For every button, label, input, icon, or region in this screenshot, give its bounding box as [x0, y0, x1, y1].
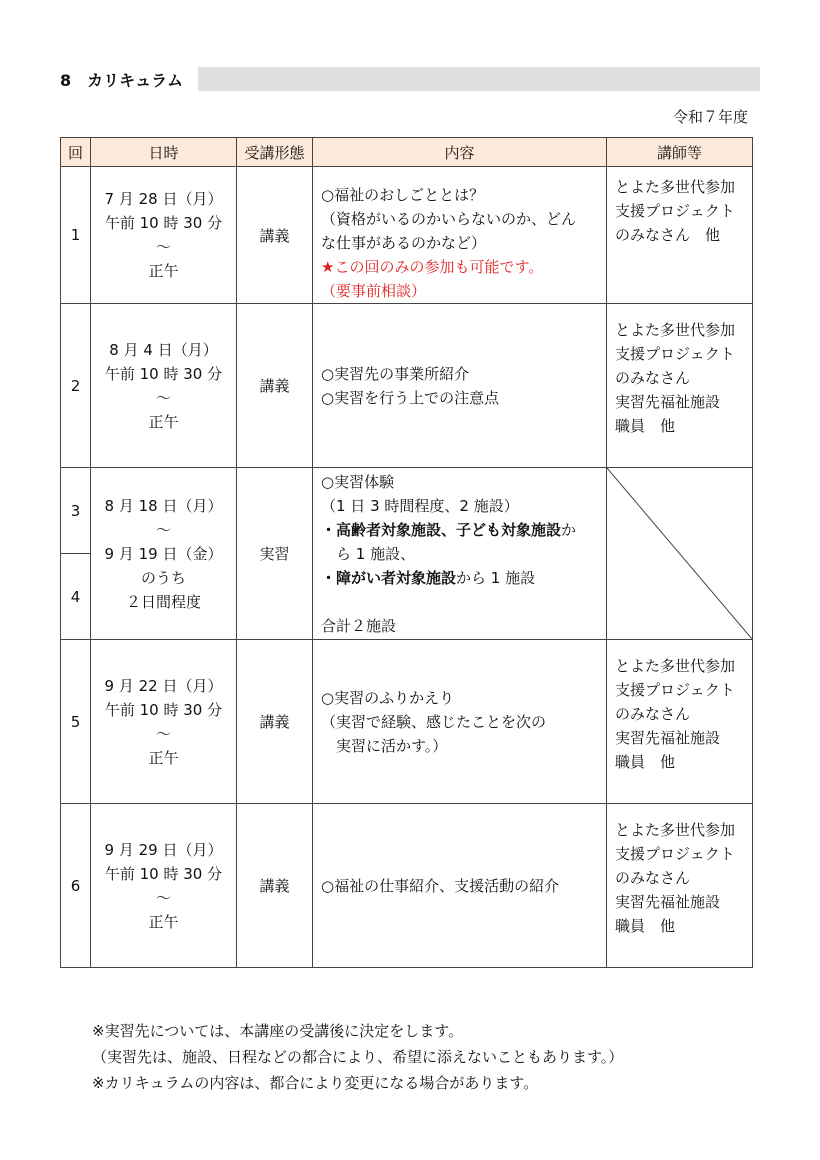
row-num: 6 — [61, 804, 91, 968]
row-date: 7 月 28 日（月） 午前 10 時 30 分 ～ 正午 — [91, 167, 237, 304]
row-date: 9 月 29 日（月） 午前 10 時 30 分 ～ 正午 — [91, 804, 237, 968]
row-content: ○福祉のおしごととは？ （資格がいるのかいらないのか、どん な仕事があるのかなど） ★この回のみの参加も可能です。 （要事前相談） — [313, 167, 607, 304]
table-row — [61, 468, 753, 554]
row-type: 実習 — [237, 468, 313, 640]
table-row — [61, 304, 753, 468]
row-lecturer: とよた多世代参加 支援プロジェクト のみなさん 実習先福祉施設 職員 他 — [607, 640, 753, 804]
notice-text: ★この回のみの参加も可能です。 — [321, 258, 544, 276]
row-type: 講義 — [237, 304, 313, 468]
row-num: 2 — [61, 304, 91, 468]
row-date: 8 月 4 日（月） 午前 10 時 30 分 ～ 正午 — [91, 304, 237, 468]
row-lecturer: とよた多世代参加 支援プロジェクト のみなさん 実習先福祉施設 職員 他 — [607, 804, 753, 968]
row-lecturer: とよた多世代参加 支援プロジェクト のみなさん 他 — [607, 167, 753, 304]
header-type: 受講形態 — [237, 138, 313, 167]
row-date: 9 月 22 日（月） 午前 10 時 30 分 ～ 正午 — [91, 640, 237, 804]
table-header-row — [61, 138, 753, 167]
footnote: ※カリキュラムの内容は、都合により変更になる場合があります。 — [92, 1074, 539, 1092]
row-type: 講義 — [237, 804, 313, 968]
table-row — [61, 640, 753, 804]
notice-text: （要事前相談） — [321, 282, 427, 300]
section-title: 8 カリキュラム — [60, 70, 183, 90]
header-lecturer: 講師等 — [607, 138, 753, 167]
row-content: ○実習体験 （1 日 3 時間程度、2 施設） ・高齢者対象施設、子ども対象施設か ら 1 施設、 ・障がい者対象施設から 1 施設 合計２施設 — [313, 468, 607, 640]
row-content: ○実習のふりかえり （実習で経験、感じたことを次の 実習に活かす。） — [313, 640, 607, 804]
footnote: ※実習先については、本講座の受講後に決定をします。 — [92, 1022, 464, 1040]
row-num: 4 — [61, 554, 91, 640]
footnotes — [92, 1018, 623, 1096]
fiscal-year: 令和７年度 — [672, 108, 748, 126]
row-type: 講義 — [237, 640, 313, 804]
section-heading — [60, 66, 760, 92]
header-content: 内容 — [313, 138, 607, 167]
heading-bar — [198, 67, 760, 91]
row-type: 講義 — [237, 167, 313, 304]
row-content: ○実習先の事業所紹介 ○実習を行う上での注意点 — [313, 304, 607, 468]
empty-lecturer-cell — [607, 468, 753, 640]
row-num: 3 — [61, 468, 91, 554]
row-num: 5 — [61, 640, 91, 804]
diagonal-line — [607, 468, 752, 639]
curriculum-table — [60, 137, 753, 968]
table-row — [61, 167, 753, 304]
header-num: 回 — [61, 138, 91, 167]
row-date: 8 月 18 日（月） ～ 9 月 19 日（金） のうち ２日間程度 — [91, 468, 237, 640]
row-lecturer: とよた多世代参加 支援プロジェクト のみなさん 実習先福祉施設 職員 他 — [607, 304, 753, 468]
table-row — [61, 804, 753, 968]
row-content: ○福祉の仕事紹介、支援活動の紹介 — [313, 804, 607, 968]
row-num: 1 — [61, 167, 91, 304]
footnote: （実習先は、施設、日程などの都合により、希望に添えないこともあります。） — [92, 1048, 624, 1066]
header-date: 日時 — [91, 138, 237, 167]
